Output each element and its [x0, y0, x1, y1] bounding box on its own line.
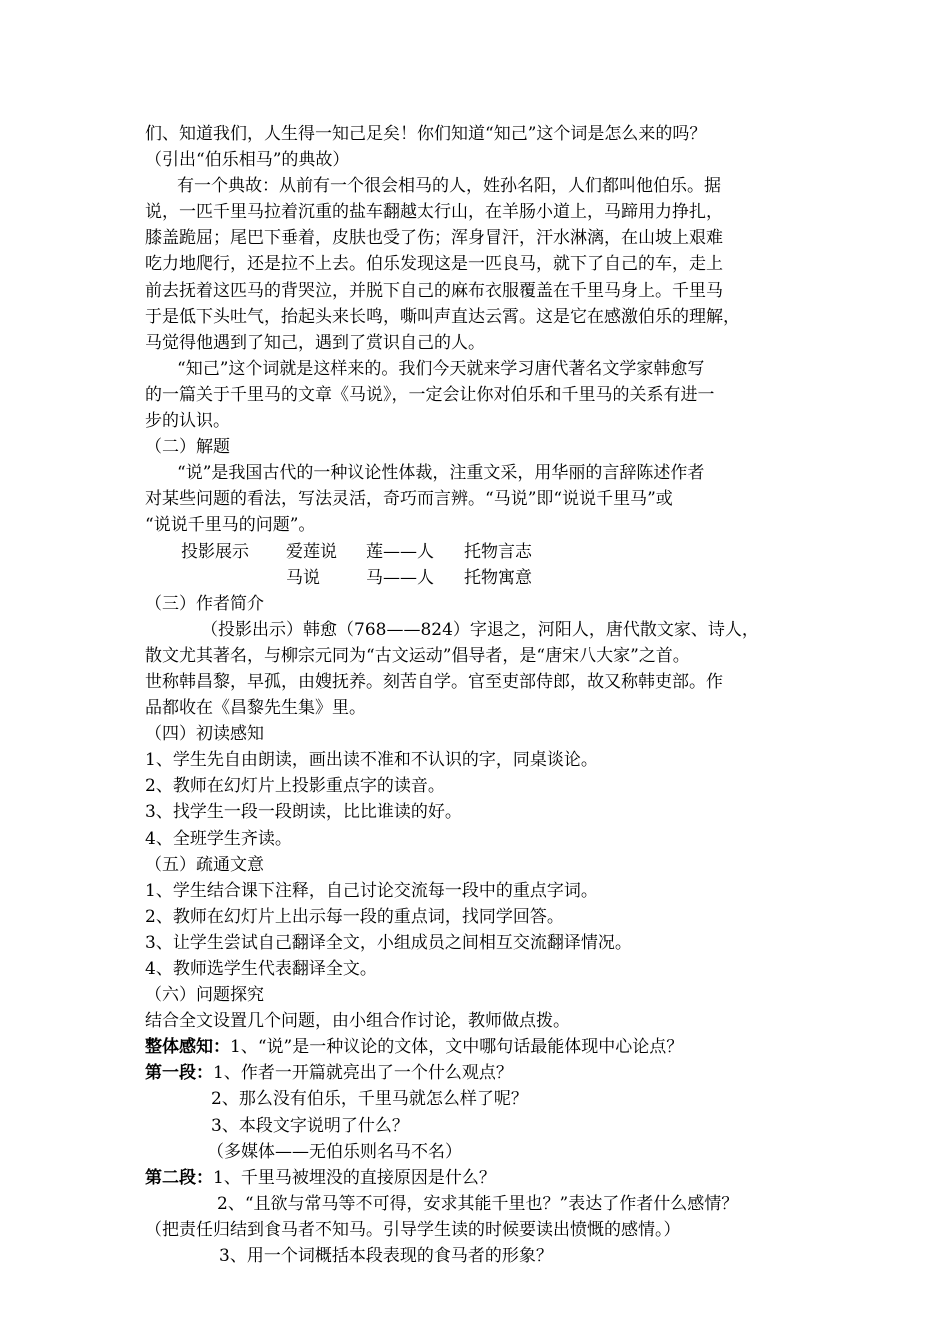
- section-heading: （四）初读感知: [145, 724, 264, 745]
- text-line: 说，一匹千里马拉着沉重的盐车翻越太行山，在羊肠小道上，马蹄用力挣扎，: [145, 202, 723, 223]
- projection-cell: 爱莲说: [286, 541, 337, 562]
- section1-label: 第一段：: [145, 1063, 213, 1084]
- projection-row-2: [145, 565, 825, 591]
- text-line: 前去抚着这匹马的背哭泣，并脱下自己的麻布衣服覆盖在千里马身上。千里马: [145, 280, 723, 301]
- text-line: 吃力地爬行，还是拉不上去。伯乐发现这是一匹良马，就下了自己的车，走上: [145, 254, 723, 275]
- section-heading: （六）问题探究: [145, 985, 264, 1006]
- section1-line: [145, 1060, 825, 1086]
- paragraph-line: “说”是我国古代的一种议论性体裁，注重文采，用华丽的言辞陈述作者: [177, 463, 705, 484]
- paragraph-line: 有一个典故：从前有一个很会相马的人，姓孙名阳，人们都叫他伯乐。据: [177, 176, 721, 197]
- projection-cell: 马——人: [366, 567, 434, 588]
- section2-question-1: 1、千里马被埋没的直接原因是什么？: [213, 1167, 496, 1188]
- section2-question-2: 2、“且欲与常马等不可得，安求其能千里也？”表达了作者什么感情？: [217, 1193, 739, 1214]
- list-item: 1、学生结合课下注释，自己讨论交流每一段中的重点字词。: [145, 880, 598, 901]
- section-heading: （五）疏通文意: [145, 854, 264, 875]
- projection-row-1: [145, 539, 825, 565]
- text-line: 品都收在《昌黎先生集》里。: [145, 698, 366, 719]
- text-line: 对某些问题的看法，写法灵活，奇巧而言辨。“马说”即“说说千里马”或: [145, 489, 673, 510]
- section2-note: （把责任归结到食马者不知马。引导学生读的时候要读出愤慨的感情。）: [145, 1219, 681, 1240]
- section1-question-1: 1、作者一开篇就亮出了一个什么观点？: [213, 1063, 513, 1084]
- document-body: [145, 121, 825, 1269]
- paragraph-line: （投影出示）韩愈（768——824）字退之，河阳人，唐代散文家、诗人，: [201, 619, 759, 640]
- paragraph-line: “知己”这个词就是这样来的。我们今天就来学习唐代著名文学家韩愈写: [177, 358, 705, 379]
- list-item: 3、找学生一段一段朗读，比比谁读的好。: [145, 802, 462, 823]
- text-line: 们、知道我们，人生得一知己足矣！你们知道“知己”这个词是怎么来的吗？: [145, 124, 707, 144]
- overall-perception-line: [145, 1034, 825, 1060]
- list-item: 3、让学生尝试自己翻译全文，小组成员之间相互交流翻译情况。: [145, 932, 632, 953]
- text-line: “说说千里马的问题”。: [145, 515, 316, 536]
- list-item: 1、学生先自由朗读，画出读不准和不认识的字，同桌谈论。: [145, 750, 598, 771]
- section-heading: （二）解题: [145, 437, 230, 458]
- list-item: 4、教师选学生代表翻译全文。: [145, 959, 377, 979]
- projection-cell: 投影展示: [181, 541, 249, 562]
- section1-question-2: 2、那么没有伯乐，千里马就怎么样了呢？: [211, 1089, 528, 1110]
- section-heading: （三）作者简介: [145, 593, 264, 614]
- projection-cell: 马说: [286, 567, 320, 588]
- list-item: 2、教师在幻灯片上出示每一段的重点词，找同学回答。: [145, 906, 564, 927]
- text-line: 步的认识。: [145, 411, 230, 432]
- text-line: 世称韩昌黎，早孤，由嫂抚养。刻苦自学。官至吏部侍郎，故又称韩吏部。作: [145, 671, 723, 692]
- section1-note: （多媒体——无伯乐则名马不名）: [207, 1141, 462, 1162]
- text-line: 马觉得他遇到了知己，遇到了赏识自己的人。: [145, 332, 485, 353]
- list-item: 2、教师在幻灯片上投影重点字的读音。: [145, 776, 445, 797]
- list-item: 4、全班学生齐读。: [145, 828, 292, 849]
- overall-perception-question: 1、“说”是一种议论的文体，文中哪句话最能体现中心论点？: [230, 1037, 684, 1058]
- text-line: 膝盖跪屈；尾巴下垂着，皮肤也受了伤；浑身冒汗，汗水淋漓，在山坡上艰难: [145, 228, 723, 249]
- section1-question-3: 3、本段文字说明了什么？: [211, 1115, 409, 1136]
- text-line: 于是低下头吐气，抬起头来长鸣，嘶叫声直达云霄。这是它在感激伯乐的理解，: [145, 306, 740, 327]
- section2-line: [145, 1165, 825, 1191]
- projection-cell: 莲——人: [366, 541, 434, 562]
- text-line: 的一篇关于千里马的文章《马说》，一定会让你对伯乐和千里马的关系有进一: [145, 384, 715, 405]
- section2-label: 第二段：: [145, 1167, 213, 1188]
- text-line: 结合全文设置几个问题，由小组合作讨论，教师做点拨。: [145, 1011, 570, 1032]
- section2-question-3: 3、用一个词概括本段表现的食马者的形象？: [219, 1246, 553, 1267]
- projection-cell: 托物言志: [464, 541, 532, 562]
- text-line: （引出“伯乐相马”的典故）: [145, 150, 350, 171]
- overall-perception-label: 整体感知：: [145, 1037, 230, 1058]
- text-line: 散文尤其著名，与柳宗元同为“古文运动”倡导者，是“唐宋八大家”之首。: [145, 645, 690, 666]
- projection-cell: 托物寓意: [464, 567, 532, 588]
